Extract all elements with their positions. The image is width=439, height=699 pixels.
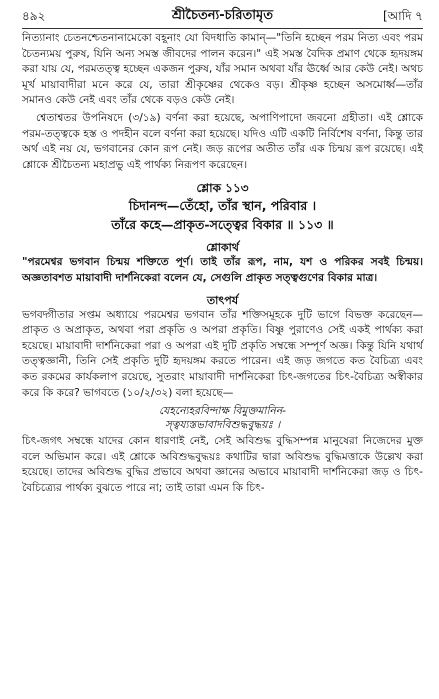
purport-text: ভগবদ্গীতার সপ্তম অধ্যায়ে পরমেশ্বর ভগবান তাঁর শক্তিসমূহকে দুটি ভাগে বিভক্ত করেছেন—প্রাকৃত ও অপ্রাকৃত, অথবা পরা প্রকৃতি ও অপরা প্রকৃতি। বিষ্ণু পুরাণেও সেই একই পার্থক্য করা হয়েছে। মায়াবাদী দার্শনিকেরা পরা ও অপরা এই দুটি প্রকৃতি সম্বন্ধে সম্পূর্ণ অজ্ঞ। কিন্তু যিনি যথার্থ তত্ত্বজ্ঞানী, তিনি সেই প্রকৃতি দুটি হৃদয়ঙ্গম করতে পারেন। এই জড় জগতে কত বৈচিত্র্য এবং কত রকমের কার্যকলাপ রয়েছে, সুতরাং মায়াবাদী দার্শনিকেরা চিৎ-জগতের চিৎ-বৈচিত্র্য অস্বীকার করে কি করে? ভাগবতে (১০/২/৩২) বলা হয়েছে— xyxy=(22,308,423,399)
verse-line-1: চিদানন্দ—তেঁহো, তাঁর স্থান, পরিবার । xyxy=(128,198,317,214)
book-page xyxy=(0,6,439,699)
verse-heading: শ্লোক ১১৩ xyxy=(196,181,249,196)
paragraph-2: শ্বেতাশ্বতর উপনিষদে (৩/১৯) বর্ণনা করা হয়েছে, অপাণিপাদো জবনো গ্রহীতা। এই শ্লোকে পরম-তত্ত্বকে হস্ত ও পদহীন বলে বর্ণনা করা হয়েছে। যদিও এটি একটি নির্বিশেষ বর্ণনা, কিন্তু তার অর্থ এই নয় যে, ভগবানের কোন রূপ নেই। জড় রূপের অতীত তাঁর এক চিন্ময় রূপ রয়েছে। এই শ্লোকে শ্রীচৈতন্য মহাপ্রভু এই পার্থক্য নিরূপণ করেছেন। xyxy=(22,111,423,171)
translation-heading: শ্লোকার্থ xyxy=(206,241,239,255)
page-title: শ্রীচৈতন্য-চরিতামৃত xyxy=(171,8,274,23)
quote-line-1: যেহন্যেহরবিন্দাক্ষ বিমুক্তমানিন- xyxy=(158,405,286,418)
translation-text: "পরমেশ্বর ভগবান চিন্ময় শক্তিতে পূর্ণ। তাই তাঁর রূপ, নাম, যশ ও পরিকর সবই চিন্ময়। অজ্ঞতাবশত মায়াবাদী দার্শনিকেরা বলেন যে, সেগুলি প্রাকৃত সত্ত্বগুণের বিকার মাত্র। xyxy=(22,256,423,284)
page-header xyxy=(22,6,423,29)
paragraph-1: নিত্যানাং চেতনশ্চেতনানামেকো বহূনাং যো বিদধাতি কামান্‌—"তিনি হচ্ছেন পরম নিত্য এবং পরম চৈতন্যময় পুরুষ, যিনি অন্য সমস্ত জীবদের পালন করেন।" এই সমস্ত বৈদিক প্রমাণ থেকে হৃদয়ঙ্গম করা যায় যে, পরমতত্ত্ব হচ্ছেন একজন পুরুষ, যাঁর সমান অথবা যাঁর ঊর্ধ্বে আর কেউ নেই। অথচ মূর্খ মায়াবাদীরা মনে করে যে, তারা শ্রীকৃষ্ণের থেকেও বড়। শ্রীকৃষ্ণ হচ্ছেন অসমোর্ধ্ব—তাঁর সমানও কেউ নেই এবং তাঁর থেকে বড়ও কেউ নেই। xyxy=(22,32,423,107)
purport-heading: তাৎপর্য xyxy=(206,293,239,307)
verse-line-2: তাঁরে কহে—প্রাকৃত-সত্ত্বের বিকার ॥ ১১৩ ॥ xyxy=(111,217,334,233)
quote-line-2: স্ত্বয্যস্তভাবাদবিশুদ্ধবুদ্ধয়ঃ । xyxy=(164,419,281,432)
page-number: ৪৯২ xyxy=(22,9,46,23)
purport-continuation: চিৎ-জগৎ সম্বন্ধে যাদের কোন ধারণাই নেই, সেই অবিশুদ্ধ বুদ্ধিসম্পন্ন মানুষেরা নিজেদের মুক্ত বলে অভিমান করে। এই শ্লোকে অবিশুদ্ধবুদ্ধয়ঃ কথাটির দ্বারা অবিশুদ্ধ বুদ্ধিমত্তাকে উল্লেখ করা হয়েছে। তাদের অবিশুদ্ধ বুদ্ধির প্রভাবে অথবা জ্ঞানের অভাবে মায়াবাদী দার্শনিকেরা জড় ও চিৎ-বৈচিত্র্যের পার্থক্য বুঝতে পারে না; তাই তারা এমন কি চিৎ- xyxy=(22,435,423,494)
chapter-label: [আদি ৭ xyxy=(382,9,423,23)
